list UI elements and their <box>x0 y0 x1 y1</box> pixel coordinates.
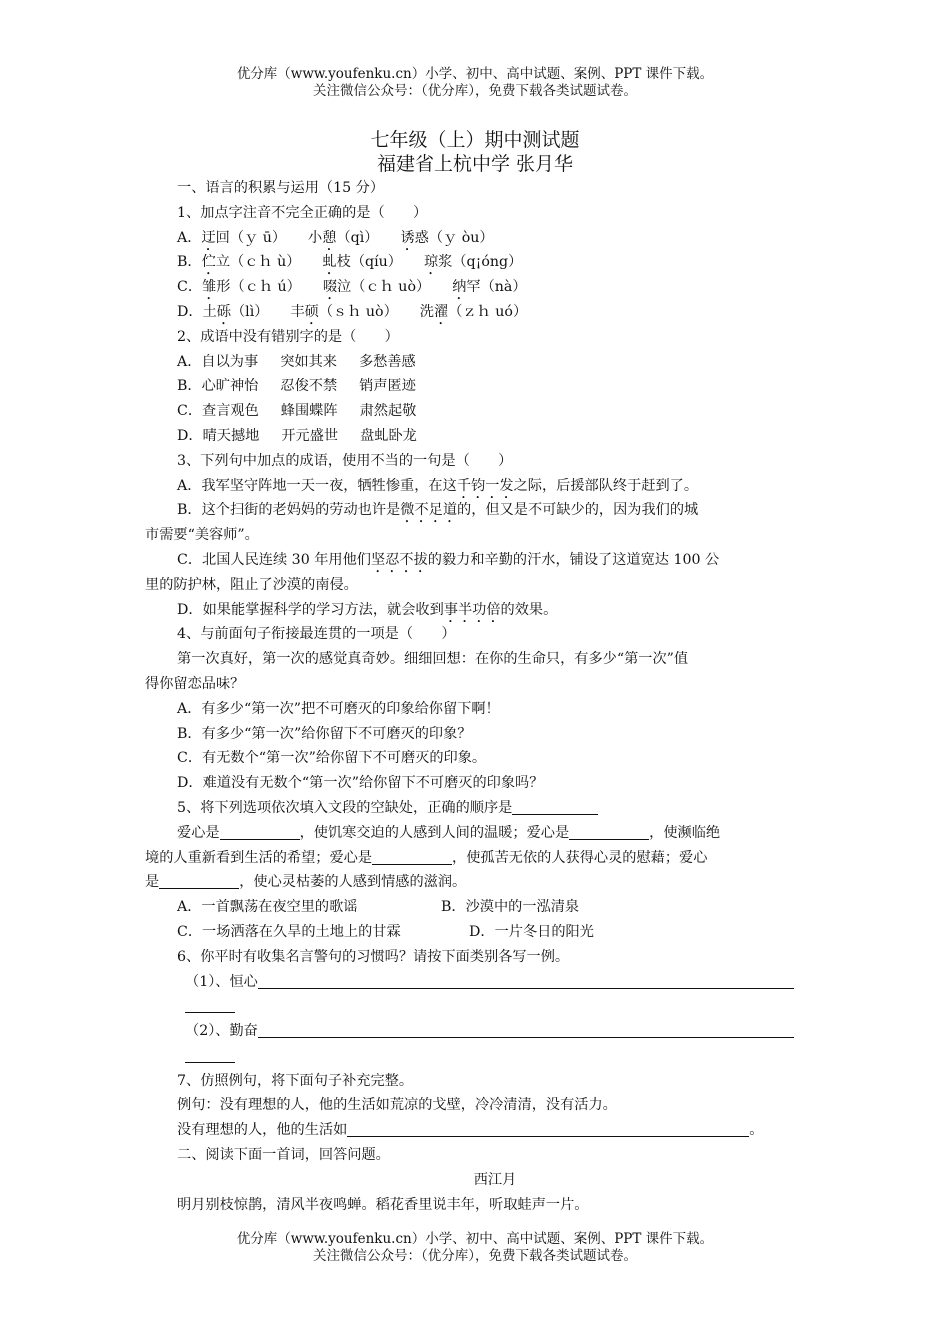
q4-stem: 4、与前面句子衔接最连贯的一项是（ ） <box>177 626 456 643</box>
q4-option-d: D．难道没有无数个“第一次”给你留下不可磨灭的印象吗？ <box>177 775 544 792</box>
q1-option-d: D．土砾（lì） 丰硕（ｓｈ uò） 洗濯（ｚｈ uó） <box>177 303 528 320</box>
q7-example: 例句：没有理想的人，他的生活如荒凉的戈壁，冷冷清清，没有活力。 <box>177 1097 617 1114</box>
poem-line-1: 明月别枝惊鹊，清风半夜鸣蝉。稻花香里说丰年，听取蛙声一片。 <box>177 1196 589 1213</box>
title-sub: 福建省上杭中学 张月华 <box>376 153 574 175</box>
page-footer <box>0 1231 950 1265</box>
section2-heading: 二、阅读下面一首词，回答问题。 <box>177 1147 390 1164</box>
q5-stem: 5、将下列选项依次填入文段的空缺处，正确的顺序是 <box>145 796 805 821</box>
q3-option-c: C．北国人民连续 30 年用他们坚忍不拔的毅力和辛勤的汗水，铺设了这道宽达 100 公 <box>177 551 720 568</box>
answer-line[interactable] <box>347 1121 749 1137</box>
q7-stem: 7、仿照例句，将下面句子补充完整。 <box>177 1072 414 1089</box>
answer-line[interactable] <box>258 1022 794 1038</box>
footer-line-2: 关注微信公众号：（优分库），免费下载各类试题试卷。 <box>313 1248 637 1264</box>
answer-blank[interactable] <box>372 849 452 865</box>
q4-passage-cont: 得你留恋品味？ <box>145 675 245 692</box>
answer-line[interactable] <box>258 973 794 989</box>
answer-blank[interactable] <box>159 873 239 889</box>
q2-option-b: B．心旷神怡 忍俊不禁 销声匿迹 <box>177 378 416 395</box>
answer-line[interactable] <box>185 997 235 1013</box>
q3-option-b-cont: 市需要“美容师”。 <box>145 527 259 544</box>
q2-stem: 2、成语中没有错别字的是（ ） <box>177 328 399 345</box>
answer-line[interactable] <box>185 1047 235 1063</box>
q3-stem: 3、下列句中加点的成语，使用不当的一句是（ ） <box>177 452 513 469</box>
answer-blank[interactable] <box>512 799 598 815</box>
q3-option-b: B．这个扫街的老妈妈的劳动也许是微不足道的，但又是不可缺少的，因为我们的城 <box>177 502 699 519</box>
q6-item-1: （1）、恒心 <box>145 970 805 995</box>
q5-passage-cont1: 境的人重新看到生活的希望；爱心是 ，使孤苦无依的人获得心灵的慰藉；爱心 <box>145 849 708 866</box>
q4-option-b: B．有多少“第一次”给你留下不可磨灭的印象？ <box>177 725 472 742</box>
q3-option-d: D．如果能掌握科学的学习方法，就会收到事半功倍的效果。 <box>177 601 558 618</box>
q4-option-a: A．有多少“第一次”把不可磨灭的印象给你留下啊！ <box>177 700 500 717</box>
q5-passage-cont2: 是 ，使心灵枯萎的人感到情感的滋润。 <box>145 874 467 891</box>
page-title <box>0 128 950 176</box>
q3-option-c-cont: 里的防护林，阻止了沙漠的南侵。 <box>145 576 358 593</box>
q1-option-a: A．迂回（ｙ ū） 小憩（qì） 诱惑（ｙ òu） <box>177 229 494 246</box>
q2-option-d: D．晴天撼地 开元盛世 盘虬卧龙 <box>177 427 417 444</box>
answer-blank[interactable] <box>569 824 649 840</box>
q4-passage: 第一次真好，第一次的感觉真奇妙。细细回想：在你的生命只，有多少“第一次”值 <box>177 651 689 668</box>
q7-prompt: 没有理想的人，他的生活如 。 <box>177 1122 764 1139</box>
footer-line-1: 优分库（www.youfenku.cn）小学、初中、高中试题、案例、PPT 课件下载。 <box>236 1231 714 1247</box>
q1-stem: 1、加点字注音不完全正确的是（ ） <box>177 204 428 221</box>
q4-option-c: C．有无数个“第一次”给你留下不可磨灭的印象。 <box>177 750 487 767</box>
q6-stem: 6、你平时有收集名言警句的习惯吗？请按下面类别各写一例。 <box>177 948 570 965</box>
poem-title: 西江月 <box>473 1171 517 1188</box>
q6-item-2-cont <box>145 1044 805 1069</box>
answer-blank[interactable] <box>220 824 300 840</box>
page-header <box>0 66 950 100</box>
q6-item-2: （2）、勤奋 <box>145 1019 805 1044</box>
q5-options-cd: C．一场洒落在久旱的土地上的甘霖 D．一片冬日的阳光 <box>177 923 594 940</box>
q5-passage: 爱心是 ，使饥寒交迫的人感到人间的温暖；爱心是 ，使濒临绝 <box>177 824 721 841</box>
q3-option-a: A．我军坚守阵地一天一夜，牺牲惨重，在这千钧一发之际，后援部队终于赶到了。 <box>177 477 699 494</box>
q5-options-ab: A．一首飘荡在夜空里的歌谣 B．沙漠中的一泓清泉 <box>177 899 580 916</box>
section1-heading: 一、语言的积累与运用（15 分） <box>177 180 385 196</box>
exam-content <box>145 176 805 1217</box>
q6-item-1-cont <box>145 994 805 1019</box>
q1-option-b: B．伫立（ｃｈ ù） 虬枝（qíu） 琼浆（q¡óng） <box>177 254 523 271</box>
q1-option-c: C．雏形（ｃｈ ú） 啜泣（ｃｈ uò） 纳罕（nà） <box>177 279 527 296</box>
header-line-1: 优分库（www.youfenku.cn）小学、初中、高中试题、案例、PPT 课件下载。 <box>236 66 714 82</box>
title-main: 七年级（上）期中测试题 <box>370 129 580 151</box>
q2-option-c: C．查言观色 蜂围蝶阵 肃然起敬 <box>177 403 417 420</box>
header-line-2: 关注微信公众号：（优分库），免费下载各类试题试卷。 <box>313 83 637 99</box>
q2-option-a: A．自以为事 突如其来 多愁善感 <box>177 353 416 370</box>
